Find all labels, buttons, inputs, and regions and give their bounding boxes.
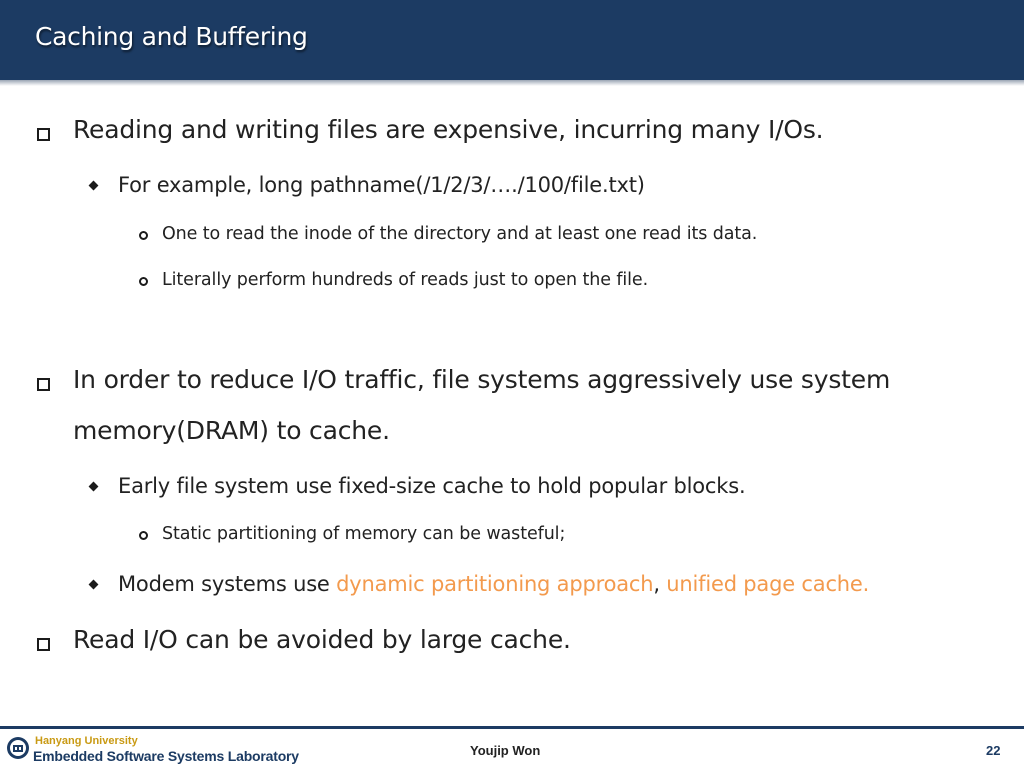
footer-divider [0, 726, 1024, 729]
circle-bullet-icon [139, 531, 148, 540]
square-bullet-icon [37, 128, 50, 141]
square-bullet-icon [37, 378, 50, 391]
title-bar [0, 0, 1024, 80]
circle-bullet-icon [139, 277, 148, 286]
sub-bullet-modem-systems [118, 572, 869, 596]
circle-bullet-icon [139, 231, 148, 240]
lab-name: Embedded Software Systems Laboratory [33, 748, 299, 764]
modem-systems-prefix: Modem systems use [118, 572, 337, 596]
sub-sub-bullet-static-partitioning: Static partitioning of memory can be wasteful; [162, 524, 566, 544]
footer-author: Youjip Won [470, 743, 541, 758]
sub-sub-bullet-read-inode: One to read the inode of the directory and at least one read its data. [162, 224, 758, 244]
sub-sub-bullet-hundreds-reads: Literally perform hundreds of reads just to open the file. [162, 270, 649, 290]
modem-systems-separator: , [653, 572, 667, 596]
bullet-reading-writing: Reading and writing files are expensive, incurring many I/Os. [73, 115, 824, 144]
university-emblem-icon [6, 736, 30, 760]
title-bar-shadow [0, 80, 1024, 86]
diamond-bullet-icon [89, 181, 99, 191]
diamond-bullet-icon [89, 482, 99, 492]
square-bullet-icon [37, 638, 50, 651]
sub-bullet-fixed-size-cache: Early file system use fixed-size cache to hold popular blocks. [118, 474, 746, 498]
slide-title: Caching and Buffering [35, 22, 308, 51]
diamond-bullet-icon [89, 580, 99, 590]
highlight-dynamic-partitioning: dynamic partitioning approach [336, 572, 654, 596]
bullet-reduce-io-line2: memory(DRAM) to cache. [73, 416, 390, 445]
bullet-reduce-io-line1: In order to reduce I/O traffic, file systems aggressively use system [73, 365, 891, 394]
page-number: 22 [986, 743, 1001, 758]
sub-bullet-example-pathname: For example, long pathname(/1/2/3/…./100/file.txt) [118, 173, 645, 197]
bullet-read-io-avoided: Read I/O can be avoided by large cache. [73, 625, 571, 654]
university-name: Hanyang University [35, 735, 138, 747]
highlight-unified-page-cache: unified page cache. [666, 572, 870, 596]
